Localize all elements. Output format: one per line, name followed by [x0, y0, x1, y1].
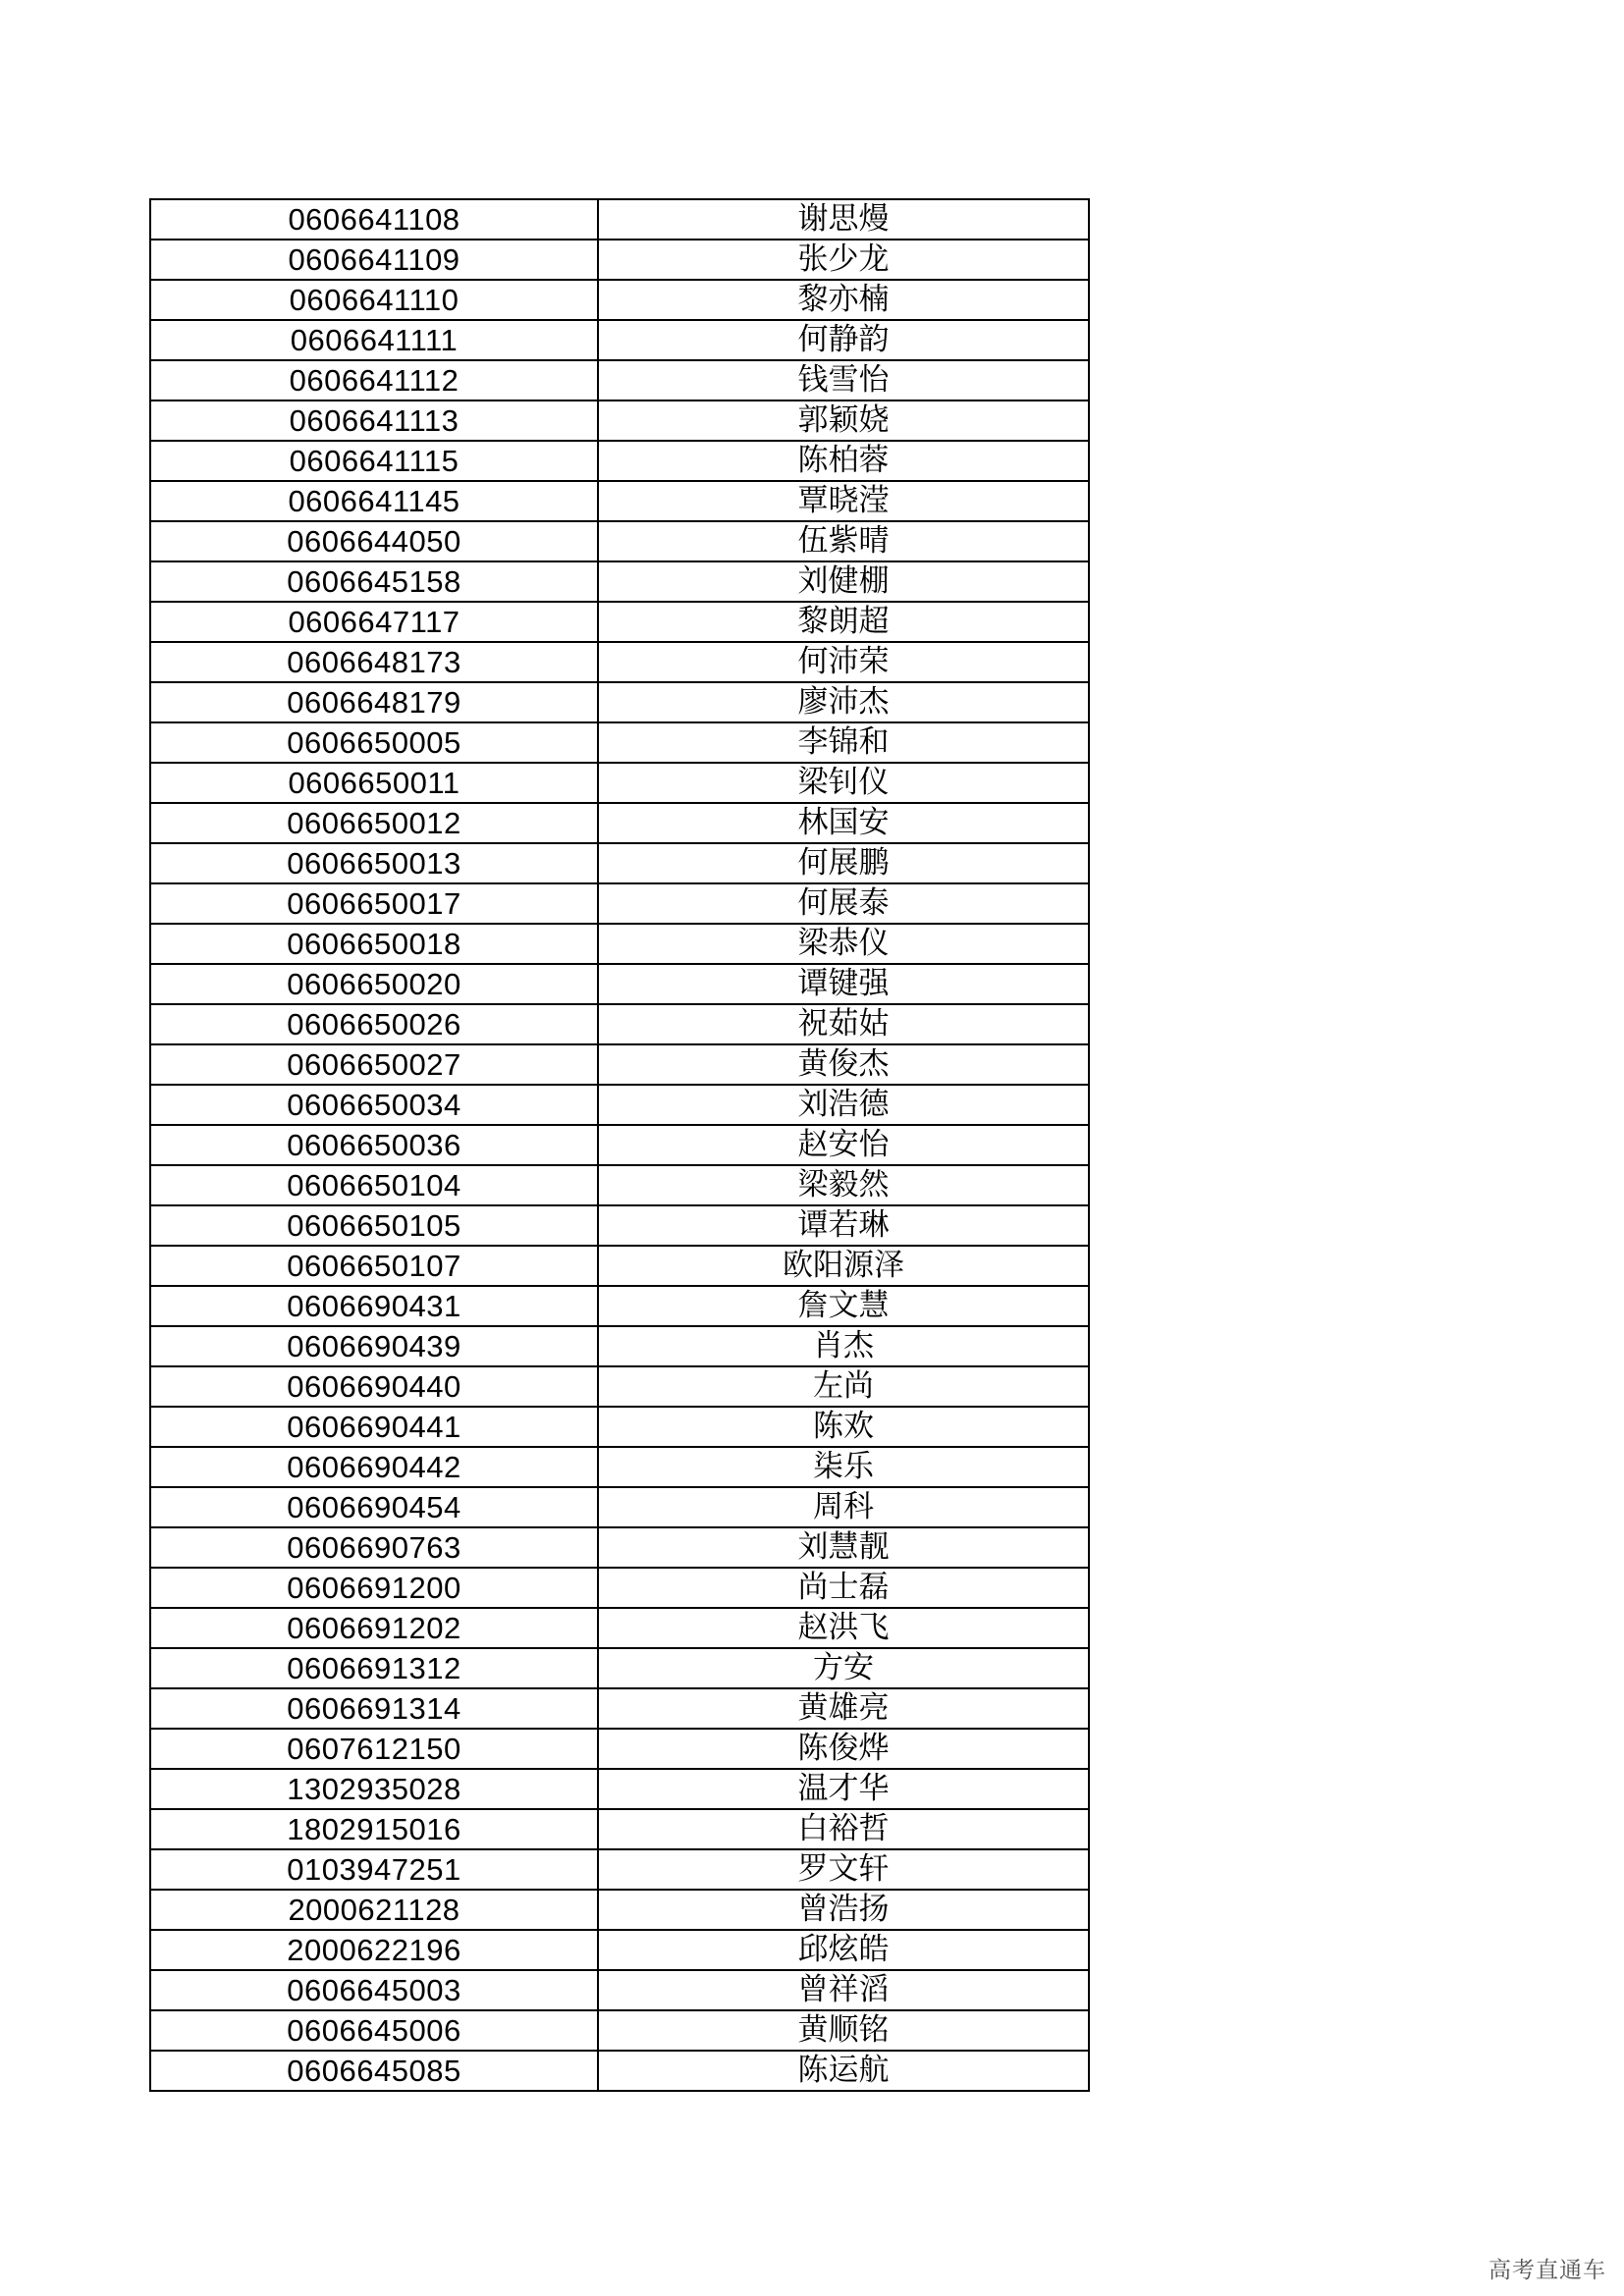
- student-id-cell: 0606650011: [150, 763, 598, 803]
- table-row: [150, 481, 1089, 521]
- student-name-cell: 郭颖娆: [598, 400, 1089, 441]
- student-name-cell: 黎亦楠: [598, 280, 1089, 320]
- table-row: [150, 1407, 1089, 1447]
- student-id-cell: 0606650027: [150, 1044, 598, 1085]
- student-name-cell: 詹文慧: [598, 1286, 1089, 1326]
- student-id-cell: 0606645003: [150, 1970, 598, 2010]
- student-name-cell: 陈欢: [598, 1407, 1089, 1447]
- student-id-cell: 0606650012: [150, 803, 598, 843]
- student-name-cell: 黎朗超: [598, 602, 1089, 642]
- student-name-cell: 覃晓滢: [598, 481, 1089, 521]
- student-name-cell: 赵安怡: [598, 1125, 1089, 1165]
- student-id-cell: 0606650026: [150, 1004, 598, 1044]
- student-name-cell: 柒乐: [598, 1447, 1089, 1487]
- student-name-cell: 黄顺铭: [598, 2010, 1089, 2051]
- table-row: [150, 924, 1089, 964]
- table-row: [150, 561, 1089, 602]
- student-name-cell: 何静韵: [598, 320, 1089, 360]
- student-name-cell: 欧阳源泽: [598, 1246, 1089, 1286]
- table-row: [150, 964, 1089, 1004]
- student-id-cell: 0606641111: [150, 320, 598, 360]
- table-row: [150, 1849, 1089, 1890]
- table-row: [150, 1085, 1089, 1125]
- table-row: [150, 360, 1089, 400]
- student-name-cell: 周科: [598, 1487, 1089, 1527]
- table-row: [150, 2051, 1089, 2091]
- student-id-cell: 0606641145: [150, 481, 598, 521]
- table-row: [150, 521, 1089, 561]
- student-name-cell: 曾浩扬: [598, 1890, 1089, 1930]
- student-name-cell: 赵洪飞: [598, 1608, 1089, 1648]
- table-row: [150, 441, 1089, 481]
- student-id-cell: 0606691202: [150, 1608, 598, 1648]
- table-row: [150, 280, 1089, 320]
- student-name-cell: 梁恭仪: [598, 924, 1089, 964]
- table-row: [150, 1970, 1089, 2010]
- table-row: [150, 682, 1089, 722]
- student-name-cell: 黄雄亮: [598, 1688, 1089, 1729]
- table-row: [150, 1688, 1089, 1729]
- student-id-cell: 0606690439: [150, 1326, 598, 1366]
- student-name-cell: 张少龙: [598, 240, 1089, 280]
- student-name-cell: 陈运航: [598, 2051, 1089, 2091]
- student-id-cell: 0606650005: [150, 722, 598, 763]
- student-id-cell: 0606641109: [150, 240, 598, 280]
- table-row: [150, 1648, 1089, 1688]
- table-row: [150, 1527, 1089, 1568]
- table-row: [150, 1125, 1089, 1165]
- student-table: [149, 198, 1090, 2092]
- student-name-cell: 谭若琳: [598, 1205, 1089, 1246]
- table-row: [150, 1044, 1089, 1085]
- student-id-cell: 0606690442: [150, 1447, 598, 1487]
- student-id-cell: 0606691312: [150, 1648, 598, 1688]
- student-id-cell: 0606690441: [150, 1407, 598, 1447]
- student-name-cell: 陈俊烨: [598, 1729, 1089, 1769]
- student-name-cell: 温才华: [598, 1769, 1089, 1809]
- watermark-text: 高考直通车: [1489, 2258, 1606, 2283]
- student-name-cell: 钱雪怡: [598, 360, 1089, 400]
- table-row: [150, 199, 1089, 240]
- student-name-cell: 刘慧靓: [598, 1527, 1089, 1568]
- table-row: [150, 2010, 1089, 2051]
- table-row: [150, 602, 1089, 642]
- student-id-cell: 0606650107: [150, 1246, 598, 1286]
- student-id-cell: 0606690440: [150, 1366, 598, 1407]
- table-row: [150, 642, 1089, 682]
- student-name-cell: 伍紫晴: [598, 521, 1089, 561]
- student-id-cell: 0606641112: [150, 360, 598, 400]
- student-name-cell: 祝茹姑: [598, 1004, 1089, 1044]
- table-row: [150, 1286, 1089, 1326]
- table-row: [150, 1246, 1089, 1286]
- student-table-body: [150, 199, 1089, 2091]
- student-id-cell: 0606650104: [150, 1165, 598, 1205]
- student-id-cell: 1802915016: [150, 1809, 598, 1849]
- table-row: [150, 1487, 1089, 1527]
- student-id-cell: 0606650018: [150, 924, 598, 964]
- table-row: [150, 1326, 1089, 1366]
- student-id-cell: 0606650034: [150, 1085, 598, 1125]
- table-row: [150, 320, 1089, 360]
- student-id-cell: 2000621128: [150, 1890, 598, 1930]
- student-name-cell: 尚士磊: [598, 1568, 1089, 1608]
- student-id-cell: 0606641110: [150, 280, 598, 320]
- student-id-cell: 0606650013: [150, 843, 598, 883]
- student-name-cell: 谢思熳: [598, 199, 1089, 240]
- student-name-cell: 曾祥滔: [598, 1970, 1089, 2010]
- student-id-cell: 0606645006: [150, 2010, 598, 2051]
- student-id-cell: 0103947251: [150, 1849, 598, 1890]
- student-id-cell: 0606690763: [150, 1527, 598, 1568]
- table-row: [150, 1930, 1089, 1970]
- table-row: [150, 1004, 1089, 1044]
- table-row: [150, 1568, 1089, 1608]
- student-id-cell: 0606644050: [150, 521, 598, 561]
- student-name-cell: 刘健棚: [598, 561, 1089, 602]
- student-name-cell: 廖沛杰: [598, 682, 1089, 722]
- student-id-cell: 0606647117: [150, 602, 598, 642]
- student-name-cell: 谭键强: [598, 964, 1089, 1004]
- student-id-cell: 0607612150: [150, 1729, 598, 1769]
- student-id-cell: 0606690431: [150, 1286, 598, 1326]
- student-name-cell: 刘浩德: [598, 1085, 1089, 1125]
- student-id-cell: 0606648179: [150, 682, 598, 722]
- student-id-cell: 0606641115: [150, 441, 598, 481]
- table-row: [150, 1608, 1089, 1648]
- table-row: [150, 803, 1089, 843]
- table-row: [150, 763, 1089, 803]
- table-row: [150, 1890, 1089, 1930]
- table-row: [150, 883, 1089, 924]
- table-row: [150, 1205, 1089, 1246]
- student-name-cell: 何展鹏: [598, 843, 1089, 883]
- student-id-cell: 0606645085: [150, 2051, 598, 2091]
- student-id-cell: 2000622196: [150, 1930, 598, 1970]
- student-name-cell: 肖杰: [598, 1326, 1089, 1366]
- student-name-cell: 白裕哲: [598, 1809, 1089, 1849]
- student-name-cell: 罗文轩: [598, 1849, 1089, 1890]
- student-name-cell: 梁毅然: [598, 1165, 1089, 1205]
- student-name-cell: 方安: [598, 1648, 1089, 1688]
- table-row: [150, 1729, 1089, 1769]
- table-row: [150, 1769, 1089, 1809]
- student-id-cell: 0606650020: [150, 964, 598, 1004]
- student-name-cell: 李锦和: [598, 722, 1089, 763]
- student-id-cell: 0606641113: [150, 400, 598, 441]
- student-id-cell: 0606691314: [150, 1688, 598, 1729]
- student-id-cell: 0606690454: [150, 1487, 598, 1527]
- table-row: [150, 400, 1089, 441]
- student-id-cell: 0606691200: [150, 1568, 598, 1608]
- student-id-cell: 0606650036: [150, 1125, 598, 1165]
- student-id-cell: 0606641108: [150, 199, 598, 240]
- student-name-cell: 梁钊仪: [598, 763, 1089, 803]
- table-row: [150, 1809, 1089, 1849]
- student-name-cell: 黄俊杰: [598, 1044, 1089, 1085]
- student-id-cell: 0606650105: [150, 1205, 598, 1246]
- student-id-cell: 0606648173: [150, 642, 598, 682]
- table-row: [150, 1366, 1089, 1407]
- student-id-cell: 0606650017: [150, 883, 598, 924]
- student-name-cell: 邱炫皓: [598, 1930, 1089, 1970]
- student-name-cell: 陈柏蓉: [598, 441, 1089, 481]
- table-row: [150, 722, 1089, 763]
- student-name-cell: 林国安: [598, 803, 1089, 843]
- student-id-cell: 1302935028: [150, 1769, 598, 1809]
- table-row: [150, 1165, 1089, 1205]
- table-row: [150, 843, 1089, 883]
- student-name-cell: 何展泰: [598, 883, 1089, 924]
- student-id-cell: 0606645158: [150, 561, 598, 602]
- student-name-cell: 左尚: [598, 1366, 1089, 1407]
- student-name-cell: 何沛荣: [598, 642, 1089, 682]
- table-row: [150, 240, 1089, 280]
- table-row: [150, 1447, 1089, 1487]
